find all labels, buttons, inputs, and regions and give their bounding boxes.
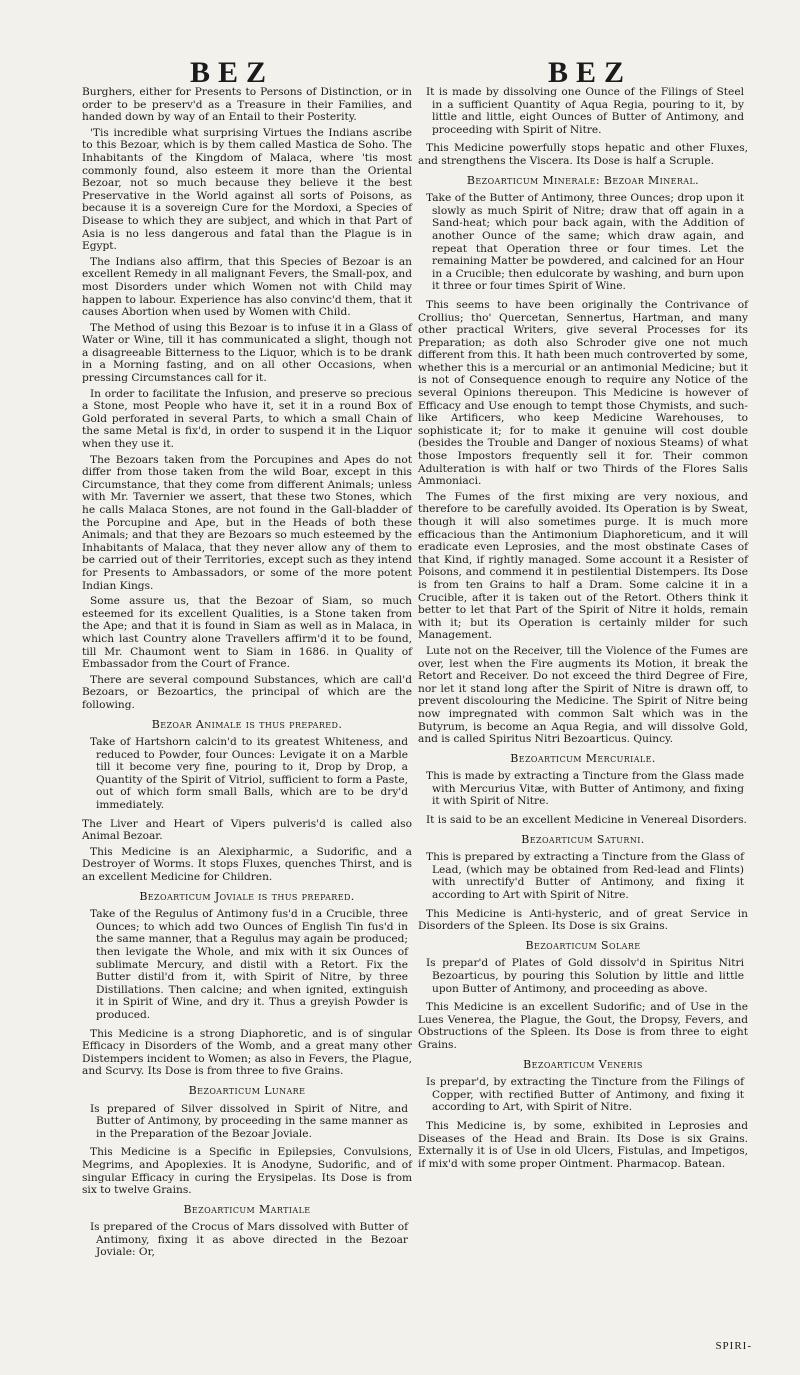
body-paragraph: Lute not on the Receiver, till the Violence of the Fumes are over, lest when the Fire augments its Motion, it break the Retort and Receiver. Do not exceed the third Degree of Fire, nor let it stand long after the Spirit of Nitre is drawn off, to prevent discolouring the Medicine. The Spirit of Nitre being now impregnated with common Salt which was in the Butyrum, is become an Aqua Regia, and will dissolve Gold, and is called Spiritus Nitri Bezoarticus. Quincy.	[418, 644, 748, 746]
body-paragraph: This Medicine is a strong Diaphoretic, and is of singular Efficacy in Disorders of the Womb, and a great many other Distempers incident to Women; as also in Fevers, the Plague, and Scurvy. Its Dose is from three to five Grains.	[82, 1027, 412, 1078]
recipe-paragraph: This is prepared by extracting a Tincture from the Glass of Lead, (which may be obtained from Red-lead and Flints) with unrectify'd Butter of Antimony, and fixing it according to Art with Spirit of Nitre.	[426, 851, 744, 902]
recipe-paragraph: Take of Hartshorn calcin'd to its greatest Whiteness, and reduced to Powder, four Ounces: Levigate it on a Marble till it become very fine, pouring to it, Drop by Drop, a Quantity of the Spirit of Vitriol, sufficient to form a Paste, out of which form small Balls, which are to be dry'd immediately.	[90, 736, 408, 812]
body-paragraph: This Medicine is an Alexipharmic, a Sudorific, and a Destroyer of Worms. It stops Fluxes, quenches Thirst, and is an excellent Medicine for Children.	[82, 845, 412, 884]
body-paragraph: 'Tis incredible what surprising Virtues the Indians ascribe to this Bezoar, which is by them called Mastica de Soho. The Inhabitants of the Kingdom of Malaca, where 'tis most commonly found, also esteem it more than the Oriental Bezoar, not so much because they believe it the best Preservative in the World against all sorts of Poisons, as because it is a sovereign Cure for the Mordoxi, a Species of Disease to which they are subject, and which in that Part of Asia is no less dangerous and fatal than the Plague is in Egypt.	[82, 126, 412, 253]
section-heading: Bezoarticum Joviale is thus prepared.	[139, 889, 355, 903]
section-heading: Bezoarticum Martiale	[183, 1202, 311, 1216]
body-paragraph: There are several compound Substances, which are call'd Bezoars, or Bezoartics, the principal of which are the following.	[82, 673, 412, 711]
running-header-right: BEZ	[548, 56, 633, 89]
body-paragraph: This Medicine powerfully stops hepatic and other Fluxes, and strengthens the Viscera. Its Dose is half a Scruple.	[418, 142, 748, 167]
recipe-paragraph: It is made by dissolving one Ounce of the Filings of Steel in a sufficient Quantity of Aqua Regia, pouring to it, by little and little, eight Ounces of Butter of Antimony, and proceeding with Spirit of Nitre.	[426, 86, 744, 136]
section-heading: Bezoar Animale is thus prepared.	[151, 717, 343, 731]
body-paragraph: The Bezoars taken from the Porcupines and Apes do not differ from those taken from the wild Boar, except in this Circumstance, that they come from different Animals; unless with Mr. Tavernier we assert, that these two Stones, which he calls Malaca Stones, are not found in the Gall-bladder of the Porcupine and Ape, but in the Heads of both these Animals; and that they are Bezoars so much esteemed by the Inhabitants of Malaca, that they never allow any of them to be carried out of their Territories, except such as they intend for Presents to Ambassadors, or some of the more potent Indian Kings.	[82, 453, 412, 592]
section-heading: Bezoarticum Saturni.	[521, 832, 645, 846]
recipe-paragraph: Is prepared of the Crocus of Mars dissolved with Butter of Antimony, fixing it as above directed in the Bezoar Joviale: Or,	[90, 1221, 408, 1259]
body-paragraph: This seems to have been originally the Contrivance of Crollius; tho' Quercetan, Sennertus, Hartman, and many other practical Writers, give several Processes for its Preparation; as doth also Schroder give one not much different from this. It hath been much controverted by some, whether this is a mercurial or an antimonial Medicine; but it is not of Consequence enough to require any Notice of the several Opinions thereupon. This Medicine is however of Efficacy and Use enough to tempt those Chymists, and such-like Artificers, who keep Medicine Warehouses, to sophisticate it; for to make it genuine will cost double (besides the Trouble and Danger of noxious Steams) of what those Impostors frequently sell it for. Their common Adulteration is with half or two Thirds of the Flores Salis Ammoniaci.	[418, 298, 748, 488]
section-heading: Bezoarticum Lunare	[188, 1083, 306, 1097]
section-heading: Bezoarticum Minerale: Bezoar Mineral.	[466, 173, 700, 187]
body-paragraph: It is said to be an excellent Medicine in Venereal Disorders.	[426, 814, 747, 827]
body-paragraph: This Medicine is Anti-hysteric, and of great Service in Disorders of the Spleen. Its Dose is six Grains.	[418, 907, 748, 933]
body-paragraph: In order to facilitate the Infusion, and preserve so precious a Stone, most People who have it, set it in a round Box of Gold perforated in several Parts, to which a small Chain of the same Metal is fix'd, in order to suspend it in the Liquor when they use it.	[82, 387, 412, 451]
running-header-left: BEZ	[190, 56, 275, 89]
recipe-paragraph: This is made by extracting a Tincture from the Glass made with Mercurius Vitæ, with Butter of Antimony, and fixing it with Spirit of Nitre.	[426, 770, 744, 808]
right-column	[418, 86, 748, 1173]
section-heading: Bezoarticum Veneris	[523, 1057, 643, 1071]
body-paragraph: The Liver and Heart of Vipers pulveris'd is called also Animal Bezoar.	[82, 817, 412, 843]
body-paragraph: Burghers, either for Presents to Persons of Distinction, or in order to be preserv'd as a Treasure in their Families, and handed down by way of an Entail to their Posterity.	[82, 86, 412, 124]
recipe-paragraph: Is prepar'd, by extracting the Tincture from the Filings of Copper, with rectified Butter of Antimony, and fixing it according to Art, with Spirit of Nitre.	[426, 1076, 744, 1114]
recipe-paragraph: Is prepar'd of Plates of Gold dissolv'd in Spiritus Nitri Bezoarticus, by pouring this Solution by little and little upon Butter of Antimony, and proceeding as above.	[426, 957, 744, 995]
body-paragraph: This Medicine is, by some, exhibited in Leprosies and Diseases of the Head and Brain. Its Dose is six Grains. Externally it is of Use in old Ulcers, Fistulas, and Impetigos, if mix'd with some proper Ointment. Pharmacop. Batean.	[418, 1119, 748, 1170]
body-paragraph: This Medicine is a Specific in Epilepsies, Convulsions, Megrims, and Apoplexies. It is Anodyne, Sudorific, and of singular Efficacy in curing the Erysipelas. Its Dose is from six to twelve Grains.	[82, 1146, 412, 1197]
body-paragraph: This Medicine is an excellent Sudorific; and of Use in the Lues Venerea, the Plague, the Gout, the Dropsy, Fevers, and Obstructions of the Spleen. Its Dose is from three to eight Grains.	[418, 1001, 748, 1051]
body-paragraph: The Indians also affirm, that this Species of Bezoar is an excellent Remedy in all malignant Fevers, the Small-pox, and most Disorders under which Women not with Child may happen to labour. Experience has also convinc'd them, that it causes Abortion when used by Women with Child.	[82, 255, 412, 319]
left-column	[82, 86, 412, 1265]
body-paragraph: The Fumes of the first mixing are very noxious, and therefore to be carefully avoided. Its Operation is by Sweat, though it will also sometimes purge. It is much more efficacious than the Antimonium Diaphoreticum, and it will eradicate even Leprosies, and the most obstinate Cases of that Kind, if rightly managed. Some account it a Resister of Poisons, and commend it in pestilential Distempers. Its Dose is from ten Grains to half a Dram. Some calcine it in a Crucible, after it is taken out of the Retort. Others think it better to let that Part of the Spirit of Nitre it holds, remain with it; but its Operation is certainly milder for such Management.	[418, 490, 748, 642]
section-heading: Bezoarticum Solare	[525, 938, 641, 952]
body-paragraph: The Method of using this Bezoar is to infuse it in a Glass of Water or Wine, till it has communicated a slight, though not a disagreeable Bitterness to the Liquor, which is to be drank in a Morning fasting, and on all other Occasions, when pressing Circumstances call for it.	[82, 321, 412, 385]
body-paragraph: Some assure us, that the Bezoar of Siam, so much esteemed for its excellent Qualities, is a Stone taken from the Ape; and that it is found in Siam as well as in Malaca, in which last Country alone Travellers affirm'd it to be found, till Mr. Chaumont went to Siam in 1686. in Quality of Embassador from the Court of France.	[82, 595, 412, 671]
section-heading: Bezoarticum Mercuriale.	[510, 751, 656, 765]
recipe-paragraph: Take of the Butter of Antimony, three Ounces; drop upon it slowly as much Spirit of Nitre; draw that off again in a Sand-heat; which pour back again, with the Addition of another Ounce of the same; which draw again, and repeat that Operation three or four times. Let the remaining Matter be powdered, and calcined for an Hour in a Crucible; then edulcorate by washing, and burn upon it three or four times Spirit of Wine.	[426, 192, 744, 293]
catchword: SPIRI-	[715, 1340, 752, 1352]
recipe-paragraph: Is prepared of Silver dissolved in Spirit of Nitre, and Butter of Antimony, by proceeding in the same manner as in the Preparation of the Bezoar Joviale.	[90, 1102, 408, 1140]
recipe-paragraph: Take of the Regulus of Antimony fus'd in a Crucible, three Ounces; to which add two Ounces of English Tin fus'd in the same manner, that a Regulus may again be produced; then levigate the Whole, and mix with it six Ounces of sublimate Mercury, and distil with a Retort. Fix the Butter distil'd from it, with Spirit of Nitre, by three Distillations. Then calcine; and when ignited, extinguish it in Spirit of Wine, and dry it. Thus a greyish Powder is produced.	[90, 908, 408, 1021]
